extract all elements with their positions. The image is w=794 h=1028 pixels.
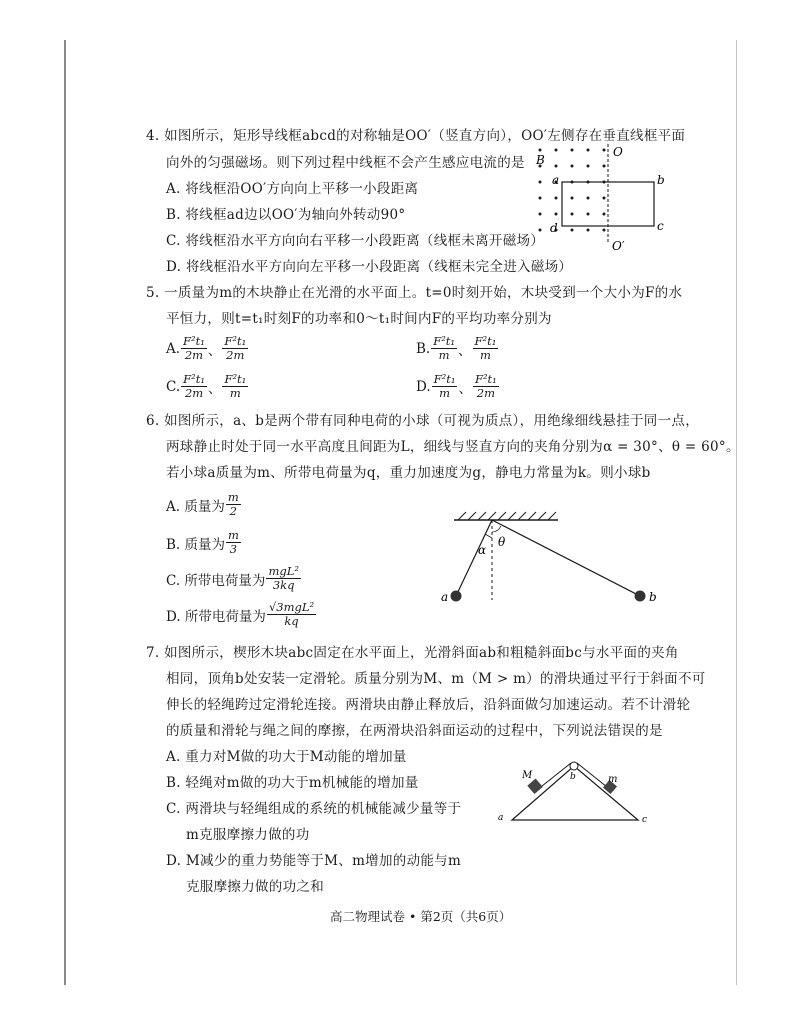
thread-a — [456, 520, 492, 596]
q7-stem-line4: 的质量和滑轮与绳之间的摩擦，在两滑块沿斜面运动的过程中，下列说法错误的是 — [166, 723, 663, 739]
q4-stem-line2: 向外的匀强磁场。则下列过程中线框不会产生感应电流的是 — [166, 155, 525, 171]
q6-option-b: B. 质量为 $\frac{m}{3}$ — [166, 528, 239, 557]
q4-option-b: B. 将线框ad边以OO′为轴向外转动90° — [166, 207, 406, 223]
q5-option-a: A. $\frac{\text{F²t₁}}{2m}$ 、 $\frac{\text{F²t₁}}{2m}$ — [166, 334, 247, 363]
label-alpha: α — [478, 543, 487, 557]
label-a: a — [552, 173, 560, 187]
label-M: M — [522, 770, 533, 781]
q6-d-frac: $\frac{\text{√3mgL²}}{kq}$ — [268, 600, 315, 629]
q6-stem-line1: 6. 如图所示，a、b是两个带有同种电荷的小球（可视为质点），用绝缘细线悬挂于同一点， — [146, 413, 700, 429]
q6-c-frac: $\frac{\text{mgL²}}{3kq}$ — [268, 564, 299, 593]
q6-option-c: C. 所带电荷量为 $\frac{\text{mgL²}}{3kq}$ — [166, 564, 299, 593]
label-o-prime: O′ — [612, 239, 625, 253]
q5-option-d: D. $\frac{\text{F²t₁}}{m}$ 、 $\frac{\text{F²t₁}}{2m}$ — [416, 372, 497, 401]
q7-stem-line1: 7. 如图所示，楔形木块abc固定在水平面上，光滑斜面ab和粗糙斜面bc与水平面的夹角 — [146, 645, 679, 661]
q5-c-frac2: $\frac{\text{F²t₁}}{m}$ — [224, 372, 247, 401]
q6-stem-line3: 若小球a质量为m、所带电荷量为q，重力加速度为g，静电力常量为k。则小球b — [166, 465, 651, 481]
label-b-field: B — [536, 153, 545, 167]
q7-stem-line3: 伸长的轻绳跨过定滑轮连接。两滑块由静止释放后，沿斜面做匀加速运动。若不计滑轮 — [166, 697, 691, 713]
q6-option-d: D. 所带电荷量为 $\frac{\text{√3mgL²}}{kq}$ — [166, 600, 315, 629]
q7-option-c-line1: C. 两滑块与轻绳组成的系统的机械能减少量等于 — [166, 801, 462, 817]
q5-stem-line2: 平恒力，则t=t₁时刻F的功率和0～t₁时间内F的平均功率分别为 — [166, 311, 552, 327]
q5-a-frac2: $\frac{\text{F²t₁}}{2m}$ — [224, 334, 247, 363]
ball-a — [451, 591, 462, 602]
q7-option-b: B. 轻绳对m做的功大于m机械能的增加量 — [166, 775, 419, 791]
q4-option-c: C. 将线框沿水平方向向右平移一小段距离（线框未离开磁场） — [166, 233, 545, 249]
label-b: b — [657, 173, 665, 187]
q5-a-frac1: $\frac{\text{F²t₁}}{2m}$ — [183, 334, 205, 363]
q7-option-a: A. 重力对M做的功大于M动能的增加量 — [166, 749, 407, 765]
label-a-vertex: a — [498, 813, 504, 823]
q7-option-d-line2: 克服摩擦力做的功之和 — [186, 879, 324, 895]
q5-option-c: C. $\frac{\text{F²t₁}}{2m}$ 、 $\frac{\text{F²t₁}}{m}$ — [166, 372, 247, 401]
label-c: c — [657, 219, 664, 233]
label-b-vertex: b — [570, 772, 576, 782]
label-c-vertex: c — [642, 815, 648, 825]
q4-option-d: D. 将线框沿水平方向向左平移一小段距离（线框未完全进入磁场） — [166, 259, 573, 275]
q5-b-frac1: $\frac{\text{F²t₁}}{m}$ — [433, 334, 456, 363]
q7-stem-line2: 相同，顶角b处安装一定滑轮。质量分别为M、m（M > m）的滑块通过平行于斜面不可 — [166, 671, 706, 687]
rope-left — [537, 763, 571, 790]
label-m: m — [608, 774, 618, 785]
page-footer: 高二物理试卷 • 第2页（共6页） — [330, 909, 512, 924]
q4-stem-line1: 4. 如图所示，矩形导线框abcd的对称轴是OO′（竖直方向），OO′左侧存在垂直线框平面 — [146, 128, 686, 144]
scan-edge-left — [64, 40, 66, 985]
q6-a-frac: $\frac{m}{2}$ — [227, 490, 239, 519]
q5-option-b: B. $\frac{\text{F²t₁}}{m}$ 、 $\frac{\text{F²t₁}}{m}$ — [416, 334, 497, 363]
q7-option-c-line2: m克服摩擦力做的功 — [186, 827, 310, 843]
pulley — [570, 762, 578, 770]
q7-wedge-figure — [494, 754, 664, 828]
label-d: d — [550, 221, 558, 235]
q4-magnetic-field-figure — [528, 142, 668, 254]
q5-b-frac2: $\frac{\text{F²t₁}}{m}$ — [474, 334, 497, 363]
q7-option-d-line1: D. M减少的重力势能等于M、m增加的动能与m — [166, 853, 462, 869]
label-ball-a: a — [441, 590, 449, 604]
q6-b-frac: $\frac{m}{3}$ — [228, 528, 239, 557]
q5-d-frac1: $\frac{\text{F²t₁}}{m}$ — [433, 372, 456, 401]
scan-edge-right — [736, 40, 737, 985]
ceiling-hatch — [458, 512, 556, 520]
label-theta: θ — [498, 535, 506, 549]
label-o: O — [613, 145, 623, 159]
q5-stem-line1: 5. 一质量为m的木块静止在光滑的水平面上。t=0时刻开始，木块受到一个大小为F的水 — [146, 285, 683, 301]
q6-pendulum-figure — [440, 508, 670, 610]
thread-b — [492, 520, 640, 596]
q6-option-a: A. 质量为 $\frac{m}{2}$ — [166, 490, 239, 519]
q4-option-a: A. 将线框沿OO′方向向上平移一小段距离 — [166, 181, 419, 197]
q5-d-frac2: $\frac{\text{F²t₁}}{2m}$ — [474, 372, 497, 401]
q6-stem-line2: 两球静止时处于同一水平高度且间距为L，细线与竖直方向的夹角分别为α = 30°、θ = 60°。 — [166, 439, 740, 455]
label-ball-b: b — [649, 590, 657, 604]
q5-c-frac1: $\frac{\text{F²t₁}}{2m}$ — [183, 372, 205, 401]
field-dots — [539, 149, 606, 232]
ball-b — [635, 591, 646, 602]
